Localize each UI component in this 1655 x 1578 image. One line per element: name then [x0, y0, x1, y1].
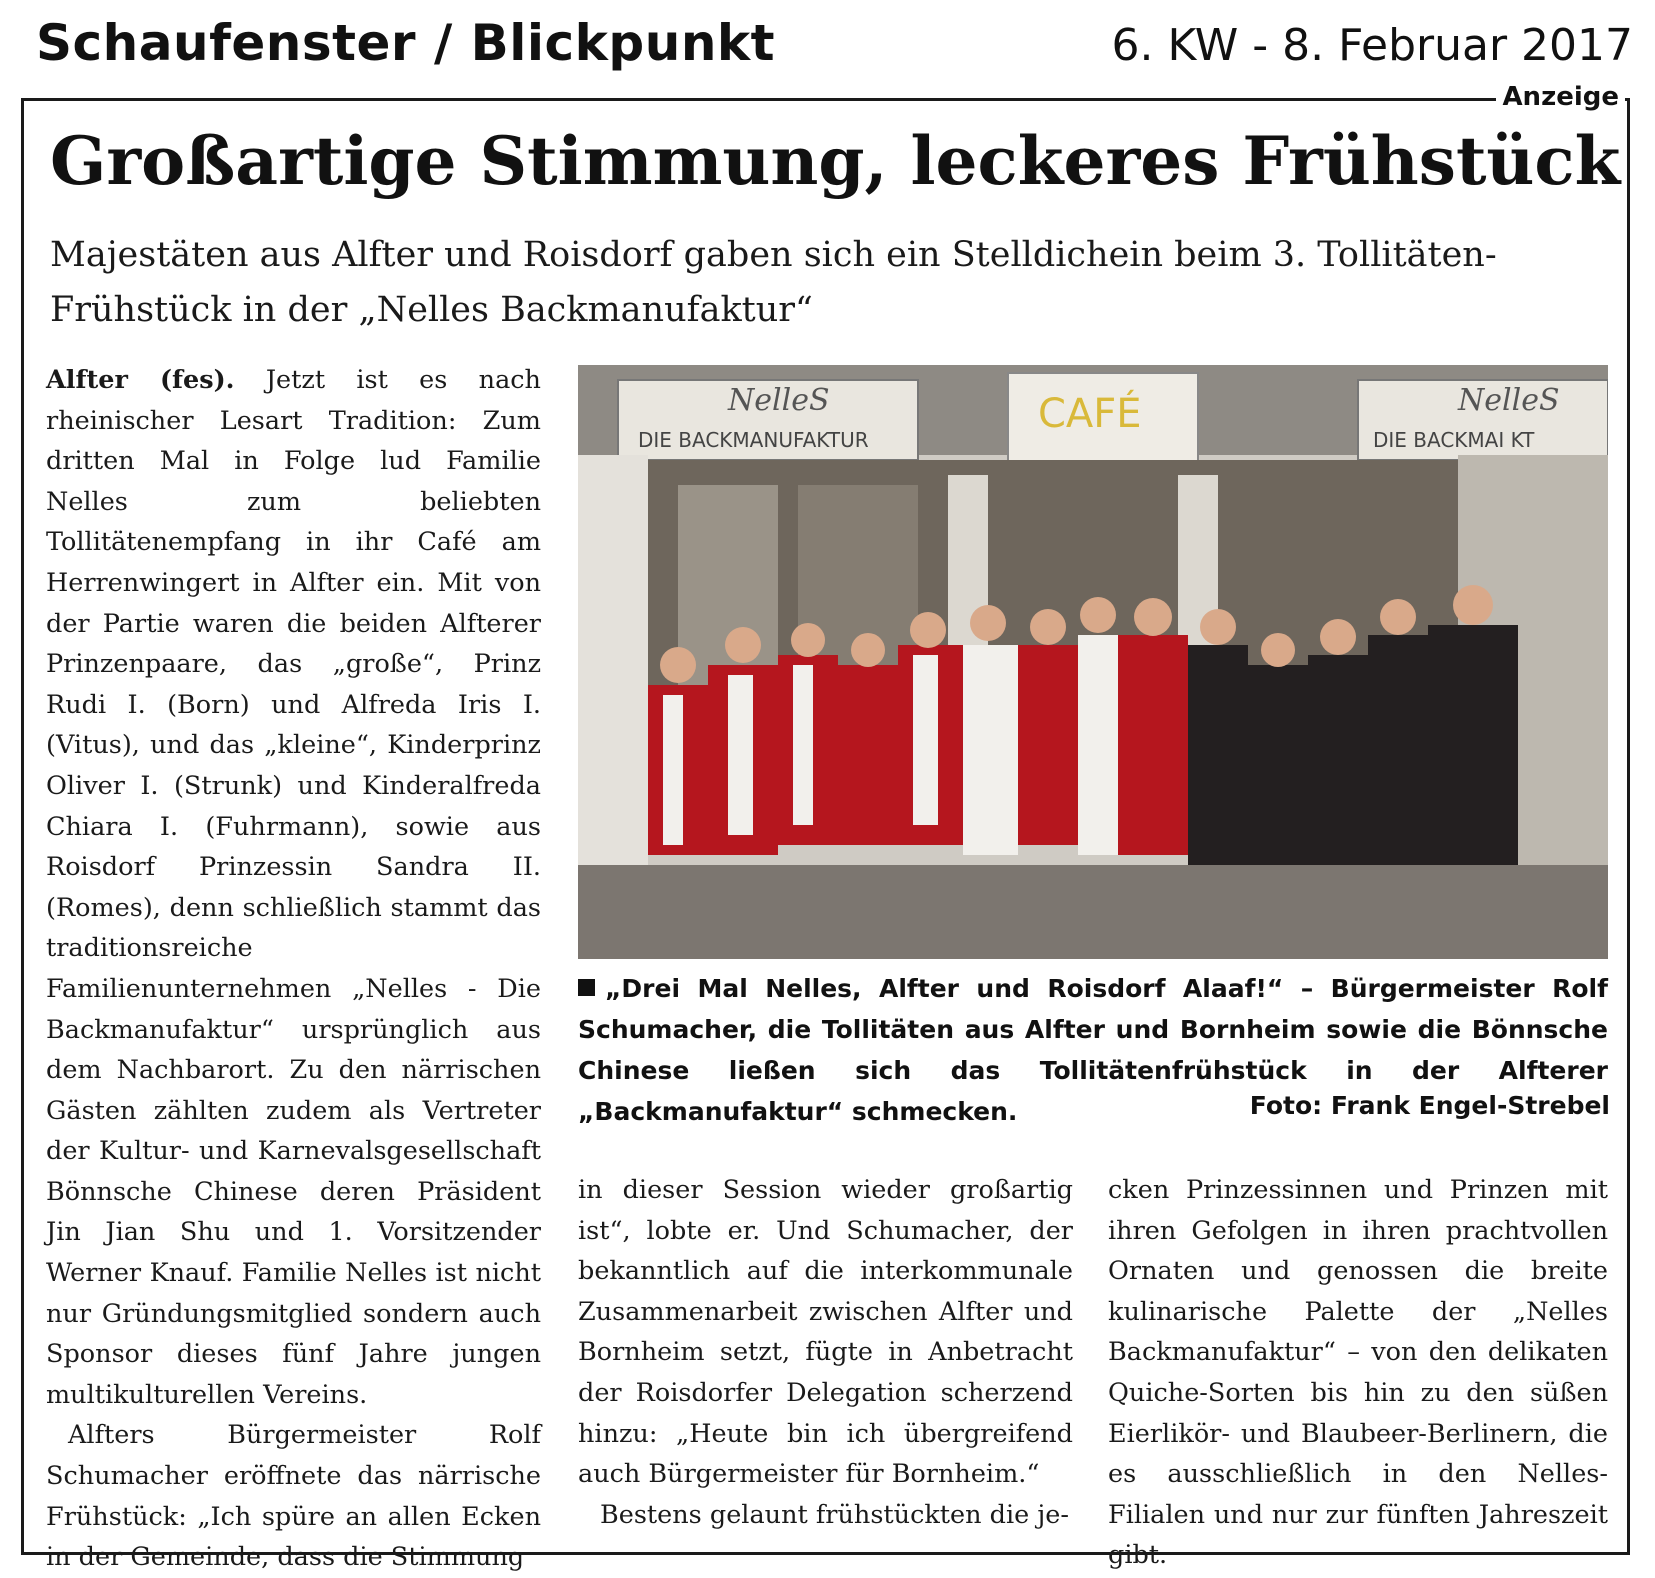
sign-text-right: DIE BACKMAI KT: [1373, 428, 1535, 452]
article-photo: [578, 365, 1608, 959]
sign-logo-right: NelleS: [1458, 383, 1560, 418]
sign-text-left: DIE BACKMANUFAKTUR: [638, 428, 869, 452]
article-subhead: Majestäten aus Alfter und Roisdorf gaben sich ein Stelldichein beim 3. Tollitäten-Frühstück in der „Nelles Backmanufaktur“: [50, 235, 1497, 330]
group-photo-illustration: [578, 365, 1608, 959]
paragraph: Alfters Bürgermeister Rolf Schumacher eröffnete das närrische Frühstück: „Ich spüre an allen Ecken in der Gemeinde, dass die Stimmung: [46, 1420, 541, 1573]
text-column-3: [1108, 1170, 1608, 1576]
issue-date: 6. KW - 8. Februar 2017: [1111, 20, 1633, 71]
paragraph: Bestens gelaunt frühstückten die je-: [600, 1499, 1069, 1530]
paragraph: cken Prinzessinnen und Prinzen mit ihren Gefolgen in ihren prachtvollen Ornaten und genossen die breite kulinarische Palette der „Nelles Backmanufaktur“ – von den delikaten Quiche-Sorten bis hin zu den süßen Eierlikör- und Blaubeer-Berlinern, die es ausschließlich in den Nelles-Filialen und nur zur fünften Jahreszeit gibt.: [1108, 1175, 1608, 1571]
paragraph: Jetzt ist es nach rheinischer Lesart Tradition: Zum dritten Mal in Folge lud Familie Nelles zum beliebten Tollitätenempfang in ihr Café am Herrenwingert in Alfter ein. Mit von der Partie waren die beiden Alfterer Prinzenpaare, das „große“, Prinz Rudi I. (Born) und Alfreda Iris I. (Vitus), und das „kleine“, Kinderprinz Oliver I. (Strunk) und Kinderalfreda Chiara I. (Fuhrmann), sowie aus Roisdorf Prinzessin Sandra II. (Romes), denn schließlich stammt das traditionsreiche Familienunternehmen „Nelles - Die Backmanufaktur“ ursprünglich aus dem Nachbarort. Zu den närrischen Gästen zählten zudem als Vertreter der Kultur- und Karnevalsgesellschaft Bönnsche Chinese deren Präsident Jin Jian Shu und 1. Vorsitzender Werner Knauf. Familie Nelles ist nicht nur Gründungsmitglied sondern auch Sponsor dieses fünf Jahre jungen multikulturellen Vereins.: [46, 365, 541, 1410]
paragraph: in dieser Session wieder großartig ist“, lobte er. Und Schumacher, der bekanntlich auf die interkommunale Zusammenarbeit zwischen Alfter und Bornheim setzt, fügte in Anbetracht der Roisdorfer Delegation scherzend hinzu: „Heute bin ich übergreifend auch Bürgermeister für Bornheim.“: [578, 1175, 1073, 1490]
photo-credit: Foto: Frank Engel-Strebel: [1249, 1091, 1610, 1120]
dateline: Alfter (fes).: [46, 365, 235, 395]
section-title: Schaufenster / Blickpunkt: [36, 14, 776, 72]
article-headline: Großartige Stimmung, leckeres Frühstück: [50, 122, 1621, 200]
text-column-2: [578, 1170, 1073, 1535]
advertisement-label: Anzeige: [1496, 82, 1625, 112]
text-column-1: [46, 360, 541, 1578]
caption-bullet-icon: [578, 979, 595, 996]
caption-text: „Drei Mal Nelles, Alfter und Roisdorf Alaaf!“ – Bürgermeister Rolf Schumacher, die Tollitäten aus Alfter und Bornheim sowie die Bönnsche Chinese ließen sich das Tollitätenfrühstück in der Alfterer „Backmanufaktur“ schmecken.: [578, 974, 1608, 1126]
sign-logo-left: NelleS: [728, 383, 830, 418]
sign-cafe: CAFÉ: [1038, 391, 1142, 437]
